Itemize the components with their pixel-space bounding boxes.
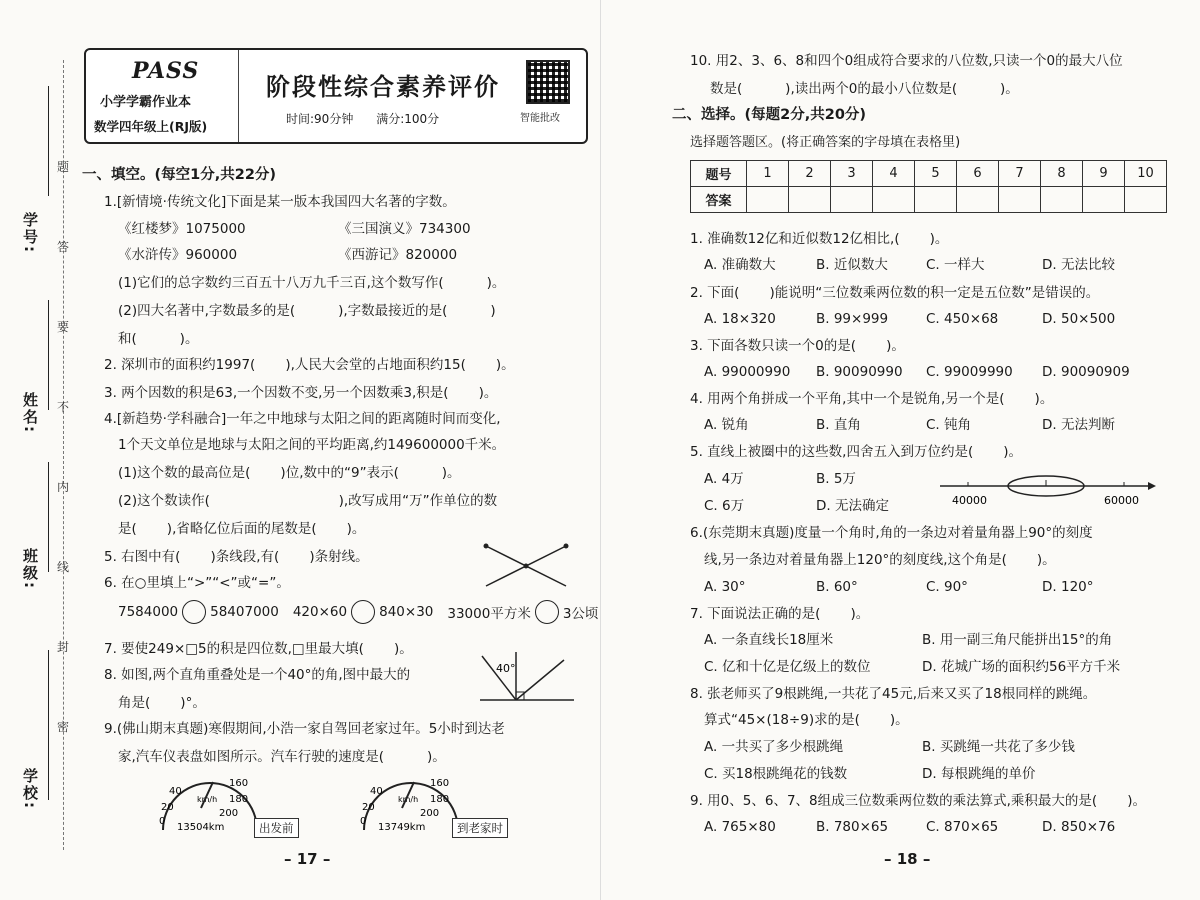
row-head-answer: 答案 (691, 187, 747, 213)
label-arrived-home: 到老家时 (452, 818, 508, 838)
compare-circle[interactable] (535, 600, 559, 624)
name-label: 姓名: (21, 392, 39, 434)
svg-text:160: 160 (430, 778, 450, 789)
option-d[interactable]: D. 120° (1042, 579, 1094, 595)
option-c[interactable]: C. 6万 (704, 498, 745, 514)
choice-q8: 8. 张老师买了9根跳绳,一共花了45元,后来又买了18根同样的跳绳。 (690, 686, 1097, 702)
q1-book-1: 《红楼梦》1075000 (118, 221, 246, 237)
odometer-after: 13749km (378, 822, 426, 833)
choice-q8-2: 算式“45×(18÷9)求的是( )。 (704, 712, 909, 728)
option-a[interactable]: A. 18×320 (704, 311, 776, 327)
svg-text:180: 180 (229, 794, 249, 805)
answer-cell[interactable] (1083, 187, 1125, 213)
svg-text:200: 200 (420, 808, 440, 819)
question-number: 6 (957, 161, 999, 187)
answer-cell[interactable] (957, 187, 999, 213)
svg-text:40: 40 (370, 786, 383, 797)
student-id-label: 学号: (21, 212, 39, 254)
q6-compare-row (118, 600, 598, 624)
option-d[interactable]: D. 每根跳绳的单价 (922, 766, 1036, 782)
option-d[interactable]: D. 无法判断 (1042, 417, 1115, 433)
svg-text:20: 20 (161, 802, 174, 813)
option-c[interactable]: C. 870×65 (926, 819, 999, 835)
svg-text:20: 20 (362, 802, 375, 813)
question-number: 8 (1041, 161, 1083, 187)
q4-text-2: 1个天文单位是地球与太阳之间的平均距离,约149600000千米。 (118, 437, 506, 453)
answer-cell[interactable] (999, 187, 1041, 213)
choice-q1: 1. 准确数12亿和近似数12亿相比,( )。 (690, 231, 949, 247)
seal-char: 密 (57, 720, 70, 734)
svg-text:160: 160 (229, 778, 249, 789)
svg-text:40: 40 (169, 786, 182, 797)
q6-item: 420×60 (292, 604, 348, 620)
q3-text: 3. 两个因数的积是63,一个因数不变,另一个因数乘3,积是( )。 (104, 385, 498, 401)
answer-cell[interactable] (1125, 187, 1167, 213)
option-a[interactable]: A. 一共买了多少根跳绳 (704, 739, 844, 755)
q10-text: 10. 用2、3、6、8和四个0组成符合要求的八位数,只读一个0的最大八位 (690, 53, 1123, 69)
header-divider (238, 50, 239, 142)
q6-text: 6. 在○里填上“>”“<”或“=”。 (104, 575, 290, 591)
q1-text: 1.[新情境·传统文化]下面是某一版本我国四大名著的字数。 (104, 194, 456, 210)
page-title: 阶段性综合素养评价 (266, 72, 500, 101)
option-a[interactable]: A. 30° (704, 579, 746, 595)
question-number: 7 (999, 161, 1041, 187)
q1-sub-2: (2)四大名著中,字数最多的是( ),字数最接近的是( ) (118, 303, 496, 319)
option-a[interactable]: A. 99000990 (704, 364, 791, 380)
svg-text:180: 180 (430, 794, 450, 805)
speedometer-before (155, 772, 265, 836)
q8-angle-figure (470, 648, 580, 706)
q7-text: 7. 要使249×□5的积是四位数,□里最大填( )。 (104, 641, 413, 657)
q6-item: 33000平方米 (447, 606, 531, 622)
q1-sub-2b: 和( )。 (118, 331, 199, 347)
option-b[interactable]: B. 5万 (816, 471, 856, 487)
number-line-right: 60000 (1104, 494, 1139, 507)
q5-number-line (938, 472, 1160, 508)
pass-logo: PASS (132, 58, 200, 84)
q4-sub-3: 是( ),省略亿位后面的尾数是( )。 (118, 521, 366, 537)
compare-circle[interactable] (351, 600, 375, 624)
option-c[interactable]: C. 亿和十亿是亿级上的数位 (704, 659, 871, 675)
q8-text: 8. 如图,两个直角重叠处是一个40°的角,图中最大的 (104, 667, 411, 683)
q4-sub-2: (2)这个数读作( ),改写成用“万”作单位的数 (118, 493, 498, 509)
option-b[interactable]: B. 用一副三角尺能拼出15°的角 (922, 632, 1113, 648)
answer-table (690, 160, 1167, 213)
question-number: 2 (789, 161, 831, 187)
svg-text:km/h: km/h (398, 795, 419, 804)
choice-q6: 6.(东莞期末真题)度量一个角时,角的一条边对着量角器上90°的刻度 (690, 525, 1093, 541)
answer-cell[interactable] (789, 187, 831, 213)
label-before-departure: 出发前 (254, 818, 299, 838)
answer-cell[interactable] (747, 187, 789, 213)
page-number: – 17 – (284, 850, 331, 868)
q1-book-3: 《水浒传》960000 (118, 247, 238, 263)
q6-item: 58407000 (210, 604, 279, 620)
choice-q2: 2. 下面( )能说明“三位数乘两位数的积一定是五位数”是错误的。 (690, 285, 1100, 301)
header-box (84, 48, 588, 144)
seal-char: 题 (57, 160, 70, 174)
section-title-choice: 二、选择。(每题2分,共20分) (672, 107, 867, 123)
section-title-fill-in: 一、填空。(每空1分,共22分) (82, 167, 277, 183)
grade-label: 数学四年级上(RJ版) (94, 119, 208, 134)
answer-area-label: 选择题答题区。(将正确答案的字母填在表格里) (690, 135, 961, 150)
row-head-number: 题号 (691, 161, 747, 187)
q5-lines-figure (480, 540, 572, 592)
choice-q5: 5. 直线上被圈中的这些数,四舍五入到万位约是( )。 (690, 444, 1023, 460)
q9-text: 9.(佛山期末真题)寒假期间,小浩一家自驾回老家过年。5小时到达老 (104, 721, 505, 737)
option-a[interactable]: A. 一条直线长18厘米 (704, 632, 834, 648)
seal-char: 封 (57, 640, 70, 654)
option-d[interactable]: D. 90090909 (1042, 364, 1130, 380)
option-a[interactable]: A. 765×80 (704, 819, 776, 835)
q8-angle-label: 40° (496, 662, 516, 675)
q1-sub-1: (1)它们的总字数约三百五十八万九千三百,这个数写作( )。 (118, 275, 506, 291)
question-number: 5 (915, 161, 957, 187)
choice-q3: 3. 下面各数只读一个0的是( )。 (690, 338, 905, 354)
page-number: – 18 – (884, 850, 931, 868)
option-b[interactable]: B. 近似数大 (816, 257, 888, 273)
qr-code[interactable] (526, 60, 570, 104)
odometer-before: 13504km (177, 822, 225, 833)
q1-book-4: 《西游记》820000 (338, 247, 458, 263)
seal-char: 不 (57, 400, 70, 414)
q6-item: 3公顷 (562, 606, 599, 622)
option-d[interactable]: D. 无法比较 (1042, 257, 1115, 273)
seal-char: 线 (57, 560, 70, 574)
q2-text: 2. 深圳市的面积约1997( ),人民大会堂的占地面积约15( )。 (104, 357, 515, 373)
school-line (48, 650, 49, 800)
seal-char: 内 (57, 480, 70, 494)
option-b[interactable]: B. 60° (816, 579, 858, 595)
seal-char: 要 (57, 320, 70, 334)
name-line (48, 300, 49, 410)
option-d[interactable]: D. 850×76 (1042, 819, 1116, 835)
q6-item: 7584000 (118, 604, 179, 620)
answer-cell[interactable] (1041, 187, 1083, 213)
question-number: 10 (1125, 161, 1167, 187)
option-c[interactable]: C. 钝角 (926, 417, 972, 433)
option-c[interactable]: C. 一样大 (926, 257, 985, 273)
q8-text-2: 角是( )°。 (118, 695, 206, 711)
brand-name: 小学学霸作业本 (100, 95, 192, 110)
seal-char: 答 (57, 240, 70, 254)
q6-item: 840×30 (379, 604, 434, 620)
option-a[interactable]: A. 准确数大 (704, 257, 776, 273)
q4-text: 4.[新趋势·学科融合]一年之中地球与太阳之间的距离随时间而变化, (104, 411, 501, 427)
exam-meta: 时间:90分钟 满分:100分 (286, 112, 440, 126)
option-c[interactable]: C. 450×68 (926, 311, 999, 327)
question-number: 9 (1083, 161, 1125, 187)
qr-caption: 智能批改 (520, 113, 560, 124)
svg-text:km/h: km/h (197, 795, 218, 804)
speedometer-after (356, 772, 466, 836)
number-line-left: 40000 (952, 494, 987, 507)
table-row (691, 161, 1167, 187)
choice-q4: 4. 用两个角拼成一个平角,其中一个是锐角,另一个是( )。 (690, 391, 1054, 407)
svg-text:0: 0 (159, 816, 166, 827)
option-d[interactable]: D. 50×500 (1042, 311, 1116, 327)
option-a[interactable]: A. 锐角 (704, 417, 749, 433)
q9-text-2: 家,汽车仪表盘如图所示。汽车行驶的速度是( )。 (118, 749, 446, 765)
svg-text:200: 200 (219, 808, 239, 819)
option-c[interactable]: C. 90° (926, 579, 968, 595)
table-row (691, 187, 1167, 213)
q4-sub-1: (1)这个数的最高位是( )位,数中的“9”表示( )。 (118, 465, 461, 481)
question-number: 4 (873, 161, 915, 187)
option-a[interactable]: A. 4万 (704, 471, 744, 487)
svg-text:0: 0 (360, 816, 367, 827)
option-b[interactable]: B. 90090990 (816, 364, 903, 380)
option-d[interactable]: D. 无法确定 (816, 498, 889, 514)
question-number: 3 (831, 161, 873, 187)
q10-text-2: 数是( ),读出两个0的最小八位数是( )。 (710, 81, 1019, 97)
option-b[interactable]: B. 99×999 (816, 311, 889, 327)
option-b[interactable]: B. 780×65 (816, 819, 889, 835)
school-label: 学校: (21, 768, 39, 810)
question-number: 1 (747, 161, 789, 187)
option-c[interactable]: C. 买18根跳绳花的钱数 (704, 766, 848, 782)
q1-book-2: 《三国演义》734300 (338, 221, 471, 237)
choice-q7: 7. 下面说法正确的是( )。 (690, 606, 870, 622)
student-id-line (48, 86, 49, 196)
q5-text: 5. 右图中有( )条线段,有( )条射线。 (104, 549, 369, 565)
answer-cell[interactable] (915, 187, 957, 213)
answer-cell[interactable] (831, 187, 873, 213)
class-label: 班级: (21, 548, 39, 590)
option-c[interactable]: C. 99009990 (926, 364, 1013, 380)
option-b[interactable]: B. 买跳绳一共花了多少钱 (922, 739, 1075, 755)
option-b[interactable]: B. 直角 (816, 417, 861, 433)
choice-q9: 9. 用0、5、6、7、8组成三位数乘两位数的乘法算式,乘积最大的是( )。 (690, 793, 1146, 809)
class-line (48, 462, 49, 572)
option-d[interactable]: D. 花城广场的面积约56平方千米 (922, 659, 1121, 675)
answer-cell[interactable] (873, 187, 915, 213)
choice-q6-2: 线,另一条边对着量角器上120°的刻度线,这个角是( )。 (704, 552, 1056, 568)
compare-circle[interactable] (182, 600, 206, 624)
